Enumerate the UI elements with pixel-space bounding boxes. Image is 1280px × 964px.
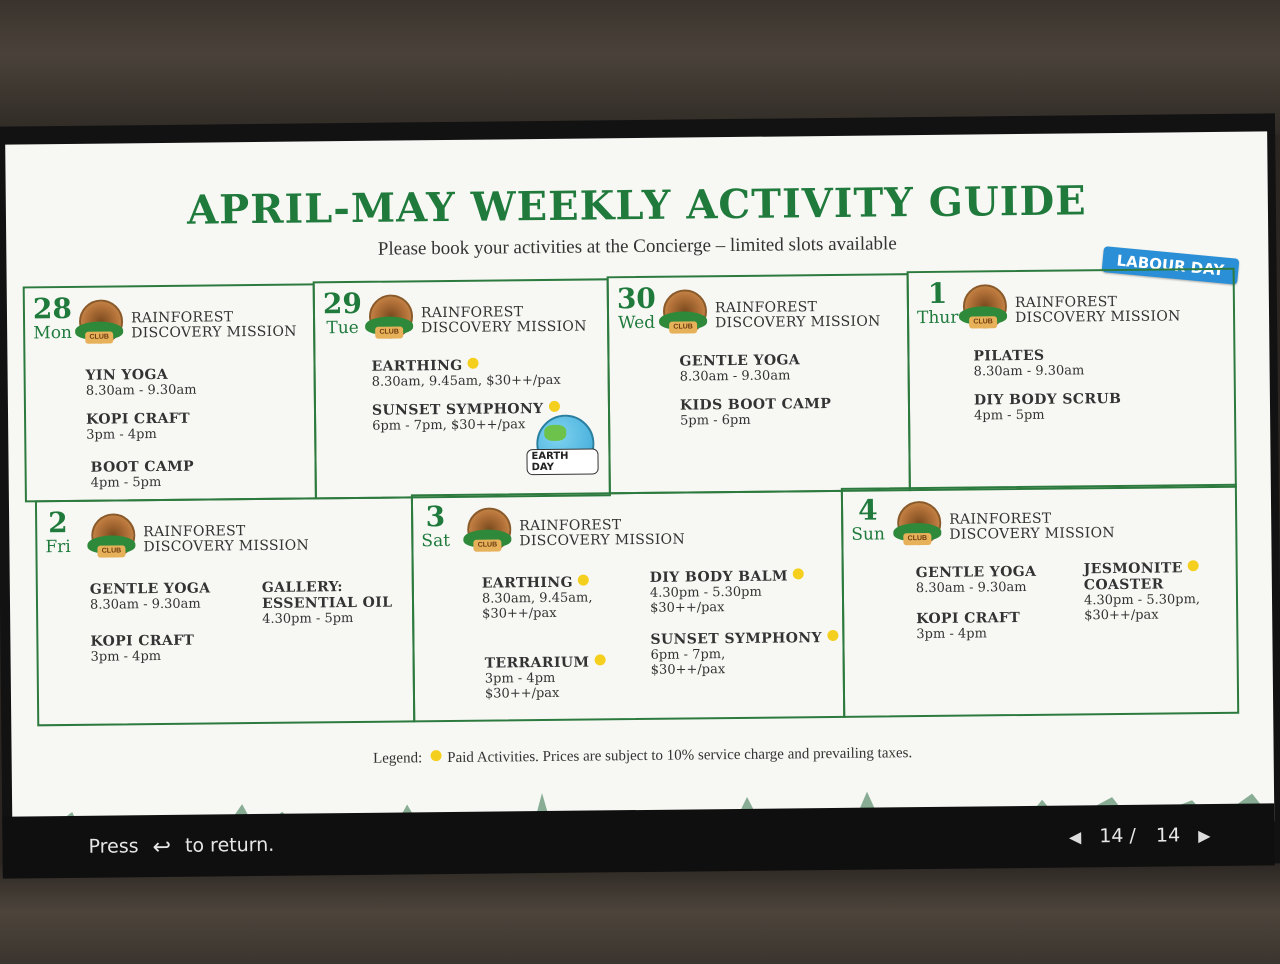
day-cell-1 (907, 268, 1237, 491)
activity: DIY BODY BALM 4.30pm - 5.30pm $30++/pax (650, 568, 805, 616)
guide-subtitle: Please book your activities at the Concierge – limited slots available (377, 233, 897, 260)
day-label: 1 Thur (916, 276, 959, 329)
day-cell-30 (607, 273, 911, 494)
activity: KOPI CRAFT 3pm - 4pm (90, 632, 195, 665)
activity-guide-screen (5, 131, 1274, 834)
rainforest-mission: RAINFOREST DISCOVERY MISSION (519, 517, 686, 550)
paid-dot-icon (594, 654, 605, 665)
activity: GALLERY: ESSENTIAL OIL 4.30pm - 5pm (261, 579, 393, 627)
activity: JESMONITE COASTER 4.30pm - 5.30pm, $30++/pax (1083, 560, 1201, 624)
club-logo-icon: CLUB (75, 299, 123, 346)
rainforest-mission: RAINFOREST DISCOVERY MISSION (143, 523, 310, 556)
activity: SUNSET SYMPHONY 6pm - 7pm, $30++/pax (372, 401, 560, 434)
day-label: 3 Sat (421, 500, 451, 552)
labour-day-banner: LABOUR DAY (1102, 246, 1240, 285)
day-cell-3 (411, 490, 845, 723)
activity: TERRARIUM 3pm - 4pm $30++/pax (485, 654, 606, 701)
activity: YIN YOGA 8.30am - 9.30am (85, 366, 197, 399)
paid-dot-icon (1188, 560, 1199, 571)
day-label: 30 Wed (616, 281, 656, 334)
day-label: 2 Fri (45, 505, 71, 558)
club-logo-icon: CLUB (87, 513, 135, 560)
day-cell-29 (313, 278, 611, 499)
return-hint: Press ↩ to return. (88, 833, 275, 861)
earth-day-icon: EARTH DAY (526, 414, 599, 485)
activity: GENTLE YOGA 8.30am - 9.30am (679, 352, 801, 385)
page-indicator: ◀ 14 / 14 ▶ (1068, 824, 1211, 848)
paid-dot-icon (548, 401, 559, 412)
day-cell-2 (35, 496, 415, 726)
rainforest-mission: RAINFOREST DISCOVERY MISSION (714, 299, 881, 332)
prev-page-icon[interactable]: ◀ (1068, 827, 1082, 847)
activity: EARTHING 8.30am, 9.45am, $30++/pax (371, 357, 561, 390)
activity: KOPI CRAFT 3pm - 4pm (85, 410, 191, 443)
club-logo-icon: CLUB (959, 284, 1007, 331)
guide-title: APRIL-MAY WEEKLY ACTIVITY GUIDE (186, 177, 1087, 234)
paid-dot-icon (827, 630, 838, 641)
activity: PILATES 8.30am - 9.30am (973, 347, 1085, 380)
day-label: 29 Tue (322, 286, 363, 339)
return-icon[interactable]: ↩ (152, 834, 172, 861)
activity: DIY BODY SCRUB 4pm - 5pm (973, 390, 1122, 424)
activity: EARTHING 8.30am, 9.45am, $30++/pax (481, 574, 593, 622)
activity: GENTLE YOGA 8.30am - 9.30am (89, 580, 211, 613)
paid-dot-icon (468, 358, 479, 369)
activity: GENTLE YOGA 8.30am - 9.30am (915, 563, 1037, 597)
day-cell-4 (841, 484, 1239, 718)
next-page-icon[interactable]: ▶ (1198, 826, 1211, 846)
paid-dot-icon (430, 750, 441, 761)
activity: SUNSET SYMPHONY 6pm - 7pm, $30++/pax (650, 630, 838, 678)
club-logo-icon: CLUB (659, 289, 707, 336)
activity: KIDS BOOT CAMP 5pm - 6pm (679, 395, 832, 429)
rainforest-mission: RAINFOREST DISCOVERY MISSION (130, 309, 297, 342)
paid-dot-icon (793, 568, 804, 579)
activity: BOOT CAMP 4pm - 5pm (90, 458, 195, 491)
legend: Legend: Paid Activities. Prices are subject to 10% service charge and prevailing taxes. (372, 745, 913, 767)
tv-frame (0, 113, 1280, 876)
day-label: 4 Sun (851, 493, 885, 545)
rainforest-mission: RAINFOREST DISCOVERY MISSION (1014, 293, 1181, 327)
rainforest-mission: RAINFOREST DISCOVERY MISSION (949, 510, 1116, 543)
paid-dot-icon (578, 575, 589, 586)
club-logo-icon: CLUB (365, 294, 413, 341)
day-cell-28 (23, 283, 317, 502)
day-label: 28 Mon (32, 291, 73, 344)
club-logo-icon: CLUB (893, 501, 941, 548)
club-logo-icon: CLUB (463, 507, 511, 554)
activity: KOPI CRAFT 3pm - 4pm (916, 610, 1021, 643)
rainforest-mission: RAINFOREST DISCOVERY MISSION (420, 304, 587, 337)
